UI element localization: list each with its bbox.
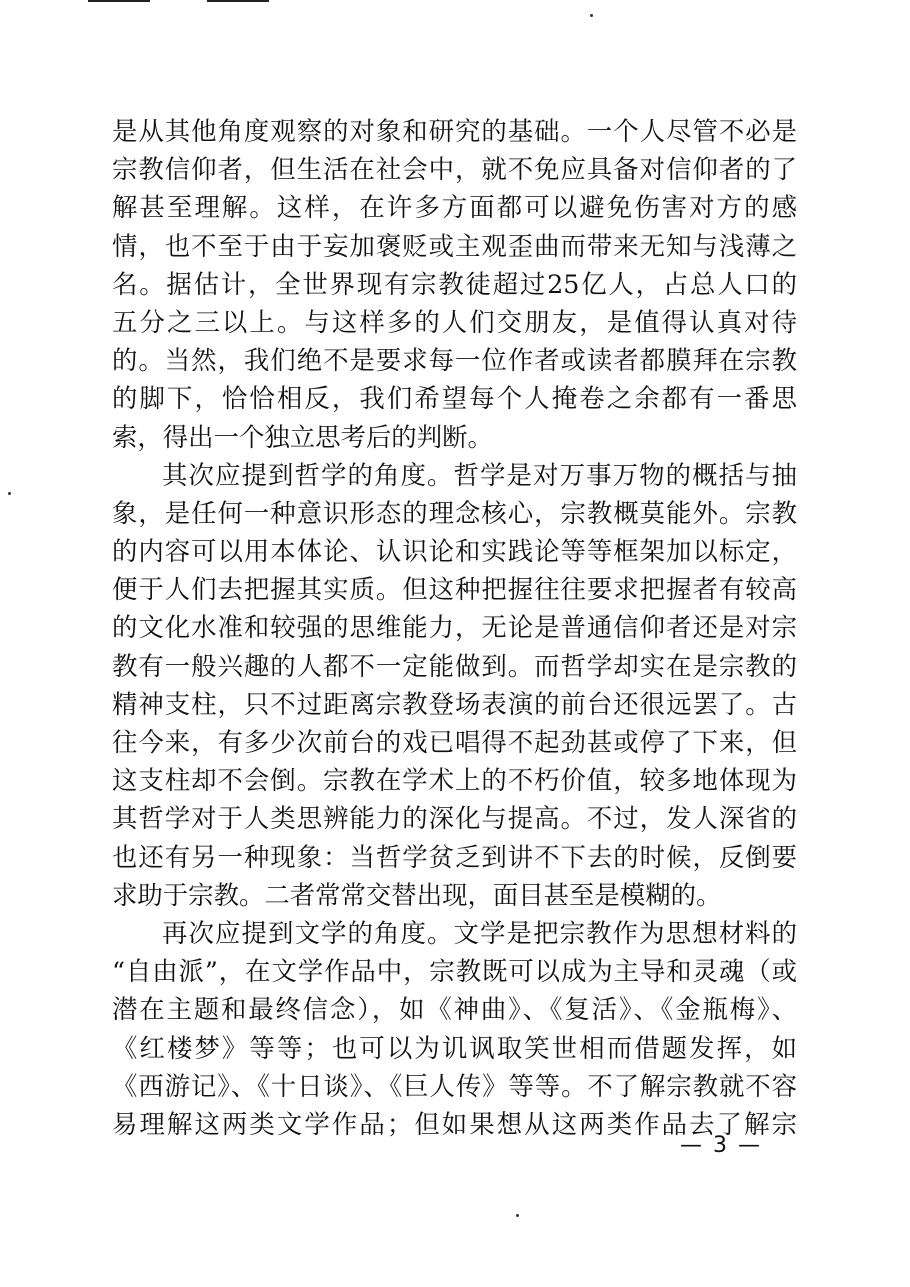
text-line: 情，也不至于由于妄加褒贬或主观歪曲而带来无知与浅薄之 (112, 230, 797, 261)
text-line: 解甚至理解。这样，在许多方面都可以避免伤害对方的感 (112, 192, 797, 223)
text-line: 易理解这两类文学作品；但如果想从这两类作品去了解宗 (112, 1108, 797, 1139)
page-number: — 3 — (680, 1133, 762, 1158)
text-line: “自由派”，在文学作品中，宗教既可以成为主导和灵魂（或 (112, 956, 797, 987)
text-line: 的脚下，恰恰相反，我们希望每个人掩卷之余都有一番思 (112, 383, 797, 414)
text-line: 教有一般兴趣的人都不一定能做到。而哲学却实在是宗教的 (112, 650, 797, 681)
text-line: 的。当然，我们绝不是要求每一位作者或读者都膜拜在宗教 (112, 345, 797, 376)
scan-speck (8, 492, 11, 495)
page-body (112, 112, 797, 1143)
paragraph-1 (112, 112, 797, 456)
text-line: 便于人们去把握其实质。但这种把握往往要求把握者有较高 (112, 574, 797, 605)
scan-speck (516, 1214, 519, 1217)
text-line: 《红楼梦》等等；也可以为讥讽取笑世相而借题发挥，如 (112, 1032, 797, 1063)
text-line: 《西游记》、《十日谈》、《巨人传》等等。不了解宗教就不容 (112, 1070, 797, 1101)
text-line: 的内容可以用本体论、认识论和实践论等等框架加以标定， (112, 536, 797, 567)
text-line: 精神支柱，只不过距离宗教登场表演的前台还很远罢了。古 (112, 688, 797, 719)
text-line: 这支柱却不会倒。宗教在学术上的不朽价值，较多地体现为 (112, 765, 797, 796)
scan-speck (590, 14, 593, 17)
text-line: 是从其他角度观察的对象和研究的基础。一个人尽管不必是 (112, 116, 797, 146)
text-line: 再次应提到文学的角度。文学是把宗教作为思想材料的 (162, 917, 797, 948)
text-line: 索，得出一个独立思考后的判断。 (112, 421, 493, 452)
text-line: 潜在主题和最终信念），如《神曲》、《复活》、《金瓶梅》、 (112, 994, 797, 1025)
text-line: 象，是任何一种意识形态的理念核心，宗教概莫能外。宗教 (112, 497, 797, 528)
text-line: 宗教信仰者，但生活在社会中，就不免应具备对信仰者的了 (112, 154, 797, 185)
text-line: 五分之三以上。与这样多的人们交朋友，是值得认真对待 (112, 306, 797, 337)
top-rule-right (207, 0, 269, 2)
text-line: 名。据估计，全世界现有宗教徒超过25亿人，占总人口的 (112, 268, 797, 299)
text-line: 也还有另一种现象：当哲学贫乏到讲不下去的时候，反倒要 (112, 841, 797, 872)
top-rule-left (88, 0, 150, 2)
text-line: 其次应提到哲学的角度。哲学是对万事万物的概括与抽 (162, 459, 797, 490)
text-line: 其哲学对于人类思辨能力的深化与提高。不过，发人深省的 (112, 803, 797, 834)
paragraph-2 (112, 456, 797, 914)
text-line: 往今来，有多少次前台的戏已唱得不起劲甚或停了下来，但 (112, 727, 797, 757)
paragraph-3 (112, 914, 797, 1143)
text-line: 求助于宗教。二者常常交替出现，面目甚至是模糊的。 (112, 879, 722, 910)
text-line: 的文化水准和较强的思维能力，无论是普通信仰者还是对宗 (112, 612, 797, 643)
